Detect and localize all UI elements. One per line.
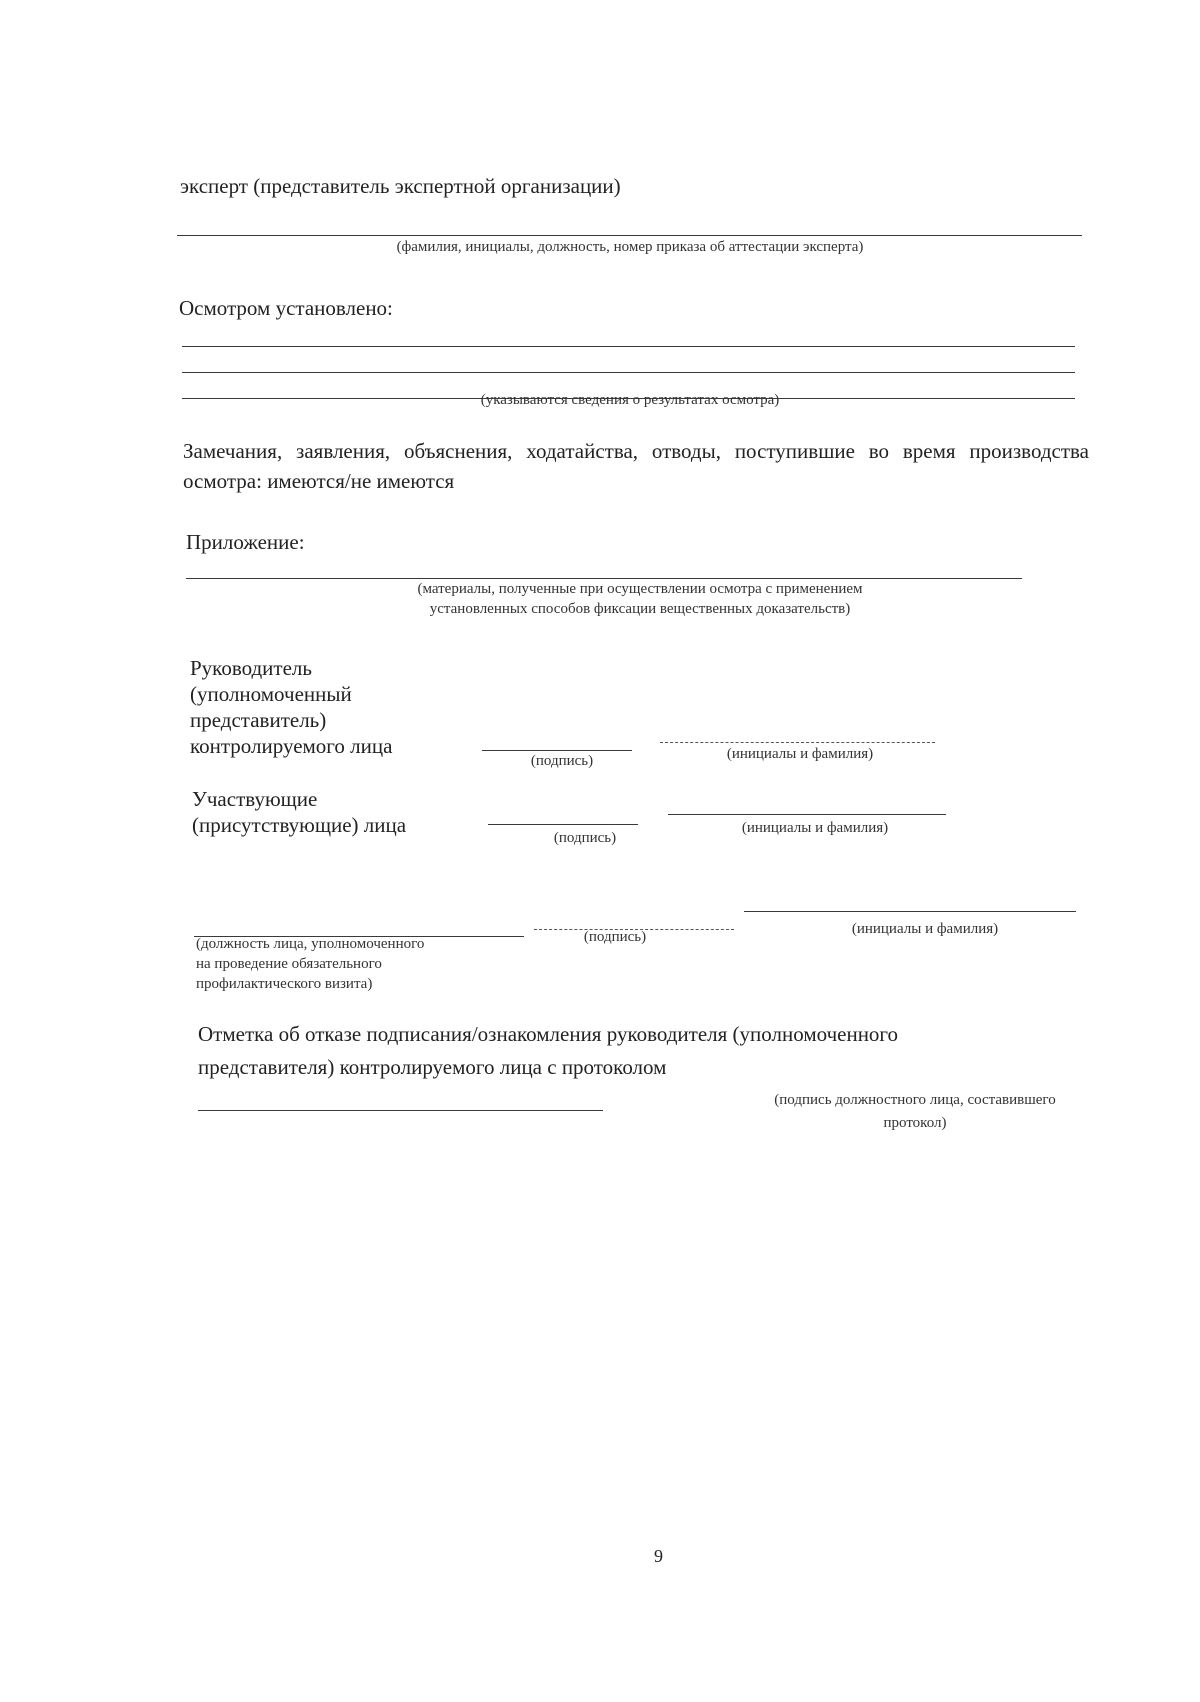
head-label <box>190 655 392 759</box>
head-signature-caption: (подпись) <box>530 753 594 769</box>
official-name-line <box>744 911 1076 912</box>
inspection-line-2 <box>182 372 1075 373</box>
refusal-caption-line-2: протокол) <box>883 1115 947 1131</box>
participants-signature-caption: (подпись) <box>553 830 617 846</box>
head-label-line: представитель) <box>190 708 327 732</box>
participants-name-line <box>668 814 946 815</box>
participants-name-caption: (инициалы и фамилия) <box>741 820 889 836</box>
participants-signature-line <box>488 824 638 825</box>
attachment-caption-line-1: (материалы, полученные при осуществлении осмотра с применением <box>417 581 863 597</box>
refusal-line-1: Отметка об отказе подписания/ознакомления руководителя (уполномоченного <box>198 1022 899 1046</box>
head-signature-line <box>482 750 632 751</box>
expert-caption: (фамилия, инициалы, должность, номер приказа об аттестации эксперта) <box>396 239 864 255</box>
official-position-caption-line: (должность лица, уполномоченного <box>196 936 425 952</box>
attachment-label: Приложение: <box>186 530 305 554</box>
inspection-caption: (указываются сведения о результатах осмотра) <box>480 392 780 408</box>
attachment-line <box>186 578 1022 579</box>
official-position-caption <box>196 934 424 994</box>
remarks-text: Замечания, заявления, объяснения, ходатайства, отводы, поступившие во время производства осмотра: имеются/не имеются <box>183 439 1089 493</box>
expert-label: эксперт (представитель экспертной организации) <box>180 174 621 198</box>
expert-line <box>177 235 1082 236</box>
head-label-line: контролируемого лица <box>190 734 393 758</box>
official-name-caption: (инициалы и фамилия) <box>851 921 999 937</box>
official-signature-caption: (подпись) <box>583 929 647 945</box>
official-position-caption-line: профилактического визита) <box>196 976 373 992</box>
head-label-line: Руководитель <box>190 656 312 680</box>
refusal-line-2: представителя) контролируемого лица с протоколом <box>198 1055 667 1079</box>
attachment-caption-line-2: установленных способов фиксации вещественных доказательств) <box>429 601 851 617</box>
official-position-caption-line: на проведение обязательного <box>196 956 382 972</box>
participants-label <box>192 786 406 838</box>
inspection-line-1 <box>182 346 1075 347</box>
head-name-caption: (инициалы и фамилия) <box>726 746 874 762</box>
head-name-line <box>660 742 935 743</box>
inspection-label: Осмотром установлено: <box>179 296 393 320</box>
head-label-line: (уполномоченный <box>190 682 352 706</box>
page-number: 9 <box>654 1546 663 1566</box>
refusal-line <box>198 1110 603 1111</box>
participants-label-line: (присутствующие) лица <box>192 813 407 837</box>
refusal-caption-line-1: (подпись должностного лица, составившего <box>774 1092 1056 1108</box>
participants-label-line: Участвующие <box>192 787 318 811</box>
